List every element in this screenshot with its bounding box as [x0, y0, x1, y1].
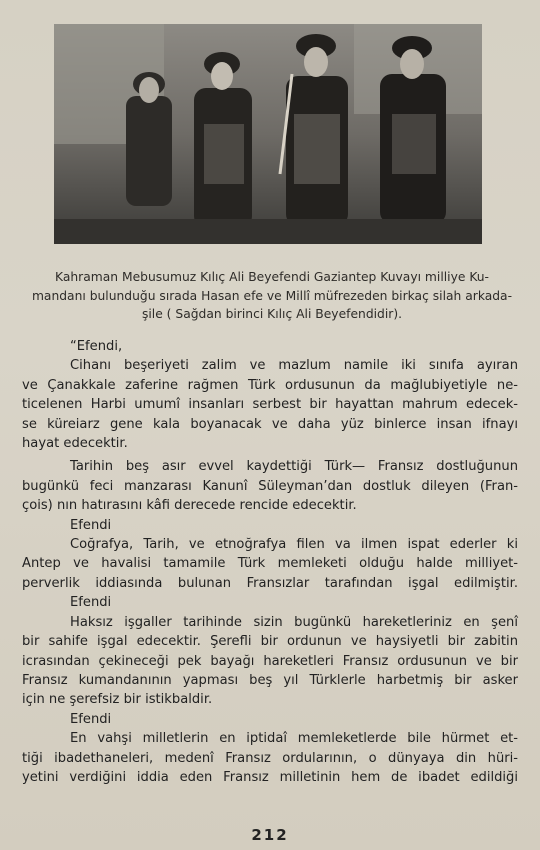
text-line: Haksız işgaller tarihinde sizin bugünkü hareketleriniz en şenî	[70, 614, 518, 630]
text-line: ticelenen Harbi umumî insanları serbest bir hayattan mahrum edecek-	[22, 397, 518, 413]
text-line: “Efendi,	[70, 339, 123, 354]
text-line: icrasından çekineceği pek bayağı hareketleri Fransız ordusunun ve bir	[22, 653, 518, 669]
body-text	[22, 337, 518, 787]
text-line: çois) nın hatırasını kâfi derecede rencide edecektir.	[22, 498, 357, 514]
caption-line: şile ( Sağdan birinci Kılıç Ali Beyefendidir).	[141, 307, 403, 321]
text-line: Cihanı beşeriyeti zalim ve mazlum namile iki sınıfa ayıran	[70, 358, 518, 374]
text-line: ve Çanakkale zaferine rağmen Türk ordusunun da mağlubiyetiyle ne-	[22, 377, 518, 393]
text-line: tiği ibadethaneleri, medenî Fransız ordularının, o dünyaya din hüri-	[22, 750, 518, 766]
text-line: En vahşi milletlerin en iptidaî memleketlerde bile hürmet et-	[70, 731, 518, 747]
text-line: bir sahife işgal edecektir. Şerefli bir ordunun ve haysiyetli bir zabitin	[22, 634, 518, 650]
text-line: bugünkü feci manzarası Kanunî Süleyman’dan dostluk dileyen (Fran-	[22, 478, 518, 494]
text-line: Fransız kumandanının yapması beş yıl Türklerle harbetmiş bir asker	[22, 672, 518, 688]
text-line: perverlik iddiasında bulunan Fransızlar tarafından işgal edilmiştir.	[22, 575, 518, 591]
text-line: Coğrafya, Tarih, ve etnoğrafya filen va ilmen ispat ederler ki	[70, 537, 518, 553]
group-photograph	[54, 24, 482, 244]
page-number: 212	[251, 826, 289, 844]
text-line: se küreiarz gene kala boyanacak ve daha yüz binlerce insan ifnayı	[22, 416, 518, 432]
photo-caption	[24, 268, 520, 324]
text-line: Efendi	[70, 517, 112, 533]
caption-line: mandanı bulunduğu sırada Hasan efe ve Millî müfrezeden birkaç silah arkada-	[31, 288, 513, 303]
text-line: hayat edecektir.	[22, 436, 128, 452]
photograph-image	[54, 24, 482, 244]
text-line: Efendi	[70, 595, 112, 611]
caption-line: Kahraman Mebusumuz Kılıç Ali Beyefendi Gaziantep Kuvayı milliye Ku-	[55, 270, 489, 284]
text-line: için ne şerefsiz bir istikbaldir.	[22, 692, 213, 708]
text-line: Efendi	[70, 711, 112, 727]
text-line: Tarihin beş asır evvel kaydettiği Türk— Fransız dostluğunun	[70, 459, 518, 475]
text-line: Antep ve havalisi tamamile Türk memleketi olduğu halde milliyet-	[22, 556, 518, 572]
text-line: yetini verdiğini iddia eden Fransız milletinin hem de ibadet edildiği	[22, 769, 518, 785]
